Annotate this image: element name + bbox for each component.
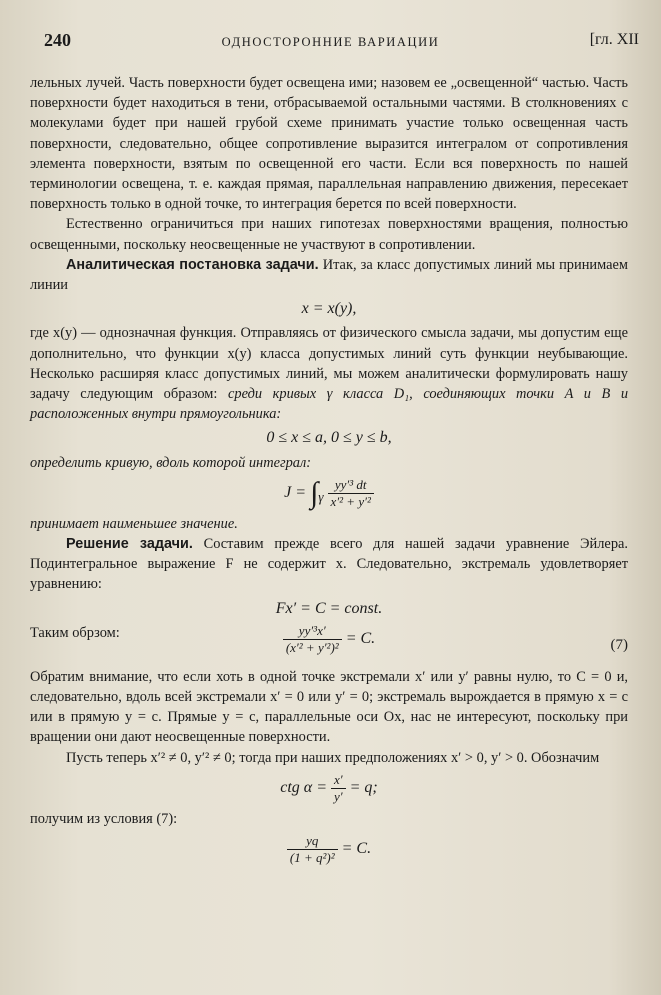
paragraph-2: Естественно ограничиться при наших гипотезах поверхностями вращения, полностью освещенными, поскольку неосвещенные не участвуют в сопротивлении. <box>30 216 628 253</box>
ctg-fraction <box>331 772 346 805</box>
paragraph-4-text: где x(y) — однозначная функция. Отправляясь от физического смысла задачи, мы допустим еще дополнительно, что функции x(y) класса допустимых линий суть функции неубывающие. Несколько расширяя класс допустимых линий, мы можем аналитически формулировать нашу задачу следующим образом: <box>30 325 628 403</box>
equation-euler: Fx′ = C = const. <box>275 599 383 617</box>
ctg-denominator: y′ <box>334 788 343 804</box>
paragraph-6: принимает наименьшее значение. <box>30 515 238 532</box>
running-title: ОДНОСТОРОННИЕ ВАРИАЦИИ <box>221 35 440 49</box>
yq-numerator: yq <box>287 833 338 850</box>
page-number: 240 <box>44 30 71 50</box>
equation-7-rhs: = C. <box>345 630 376 648</box>
integral-numerator: yy′³ dt <box>328 477 374 494</box>
paragraph-7-text: Составим прежде всего для нашей задачи уравнение Эйлера. Подинтегральное выражение F не содержит x. Следовательно, экстремаль удовлетворяет уравнению: <box>30 536 628 593</box>
equation-7-denominator: (x′² + y′²)² <box>285 639 339 655</box>
paragraph-5: определить кривую, вдоль которой интеграл: <box>30 454 312 471</box>
ctg-lhs: ctg α = <box>280 779 327 797</box>
integral-sign-icon: ∫ <box>310 476 319 510</box>
yq-denominator: (1 + q²)² <box>289 850 335 866</box>
integral-denominator: x′² + y′² <box>330 493 371 509</box>
section-heading-analytic: Аналитическая постановка задачи. <box>66 256 319 273</box>
chapter-label: [гл. XII <box>589 31 639 48</box>
page-body <box>30 73 628 870</box>
paragraph-3 <box>30 255 628 295</box>
integral-lhs: J = <box>284 484 307 502</box>
integral-fraction <box>328 477 374 510</box>
equation-7-tag: (7) <box>610 636 628 653</box>
equation-ctg <box>30 772 628 805</box>
equation-7-row <box>30 623 628 667</box>
equation-7-numerator: yy′³x′ <box>283 623 342 640</box>
page-header <box>0 30 661 54</box>
paragraph-8: Обратим внимание, что если хоть в одной точке экстремали x′ или y′ равны нулю, то C = 0 и, следовательно, вдоль всей экстремали x′ = 0 или y′ = 0; экстремаль вырождается в прямую x = c или в прямую y = c. Прямые y = c, параллельные оси Ox, нас не интересуют, поскольку при вращении они дают неосвещенные поверхности. <box>30 668 628 746</box>
equation-yq <box>30 833 628 866</box>
paragraph-3-text: Итак, за класс допустимых линий мы принимаем линии <box>30 256 628 294</box>
paragraph-1: лельных лучей. Часть поверхности будет освещена ими; назовем ее „освещенной“ частью. Часть поверхности будет находиться в тени, отбрасываемой остальными частями. В столкновениях с молекулами будет при нашей грубой схеме принимать участие только освещенная часть поверхности, следовательно, общее сопротивление выразится интегралом от сопротивления элемента поверхности, взятым по освещенной его части. Если вся поверхность по нашей терминологии освещена, т. е. каждая прямая, параллельная направлению движения, пересекает поверхность только в одной точке, то интеграция берется по всей поверхности. <box>30 75 628 213</box>
paragraph-10: получим из условия (7): <box>30 810 178 827</box>
section-heading-solution: Решение задачи. <box>66 536 193 553</box>
equation-integral <box>30 477 628 510</box>
paragraph-4 <box>30 323 628 424</box>
paragraph-9: Пусть теперь x′² ≠ 0, y′² ≠ 0; тогда при наших предположениях x′ > 0, y′ > 0. Обозначим <box>66 749 600 766</box>
paragraph-4-italic: среди кривых γ класса D₁, соединяющих точки A и B и расположенных внутри прямоугольника: <box>30 386 629 423</box>
ctg-rhs: = q; <box>349 779 378 797</box>
integral-subscript: γ <box>318 489 324 505</box>
ctg-numerator: x′ <box>331 772 346 789</box>
paragraph-7 <box>30 534 628 595</box>
equation-7-lead: Таким обрзом: <box>30 624 120 641</box>
yq-rhs: = C. <box>341 840 372 858</box>
equation-7-fraction <box>283 623 342 656</box>
equation-rectangle: 0 ≤ x ≤ a, 0 ≤ y ≤ b, <box>266 429 392 447</box>
equation-x-of-y: x = x(y), <box>301 300 357 318</box>
yq-fraction <box>287 833 338 866</box>
